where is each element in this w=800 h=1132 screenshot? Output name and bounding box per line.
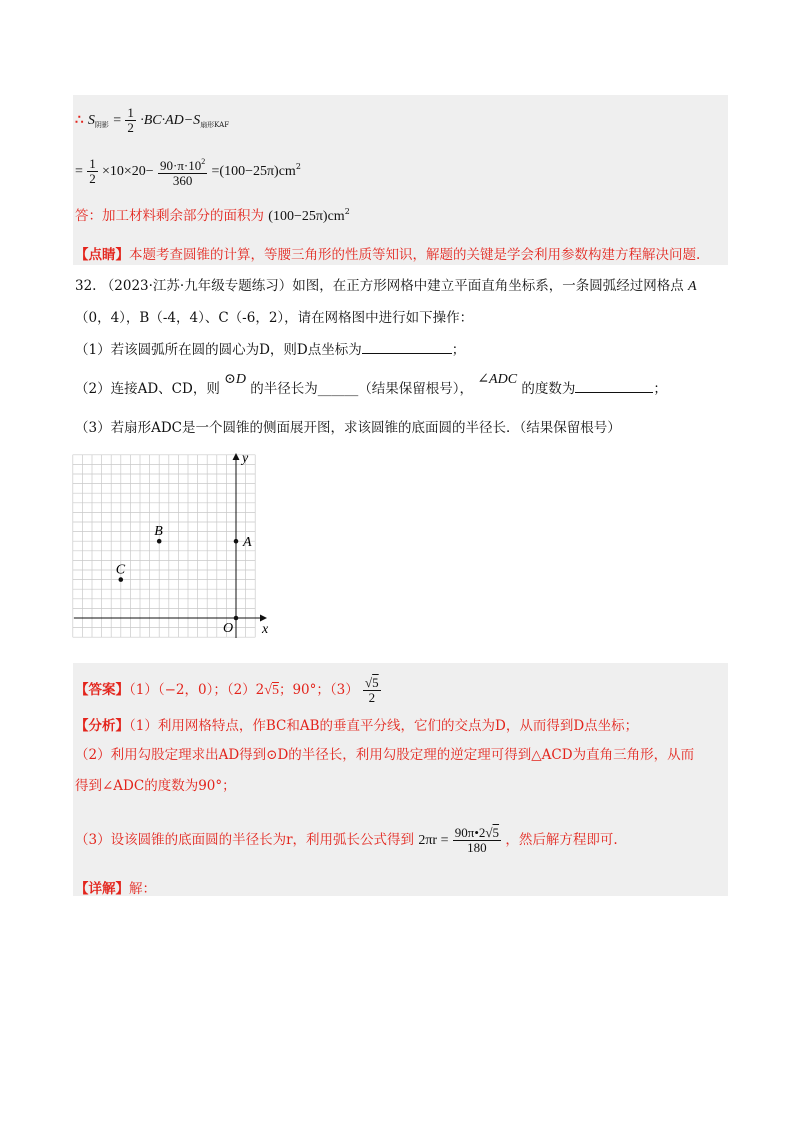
problem-line-1: 32. （2023·江苏·九年级专题练习）如图，在正方形网格中建立平面直角坐标系，一条圆弧经过网格点 A (75, 278, 697, 294)
analysis-line-4: （3）设该圆锥的底面圆的半径长为r，利用弧长公式得到 2πr = $\frac{90\pi•2√5}{180}$ ，然后解方程即可. (75, 825, 618, 855)
analysis-line-2: （2）利用勾股定理求出AD得到⊙D的半径长，利用勾股定理的逆定理可得到△ACD为直角三角形，从而 (75, 747, 695, 763)
answer-blank-2[interactable] (575, 378, 653, 393)
x-axis-label: x (262, 622, 269, 637)
point-label-c: C (115, 562, 126, 578)
question-3: （3）若扇形ADC是一个圆锥的侧面展开图，求该圆锥的底面圆的半径长．（结果保留根号） (75, 420, 621, 436)
solution-line-2: = $\frac{1}{2}$ ×10×20− $\frac{90\cdot\pi\cdot 10^2}{360}$ $=(100-25\pi)cm^2$ (75, 156, 301, 188)
x-axis-arrow (260, 615, 267, 622)
point-a (234, 539, 239, 544)
grid-points (116, 524, 252, 620)
problem-number: 32. (75, 278, 97, 294)
answer-line: 【答案】（1）（−2，0）；（2）2√5；90°；（3） $\frac{√5}{2}$ (75, 675, 379, 705)
point-c (119, 577, 124, 582)
analysis-line-3: 得到∠ADC的度数为90°； (75, 778, 236, 794)
point-label-b: B (154, 524, 163, 540)
point-label-a: A (243, 535, 252, 551)
y-axis-label: y (242, 451, 249, 466)
origin-point (234, 616, 239, 621)
question-1: （1）若该圆弧所在圆的圆心为D，则D点坐标为 ； (75, 339, 465, 360)
solution-line-1: ∴ $S_{阴影}$ = $\frac{1}{2}$ $\cdot BC\cdot AD-S_{扇形KAF}$ (75, 105, 230, 135)
analysis-line-1: 【分析】（1）利用网格特点，作BC和AB的垂直平分线，它们的交点为D，从而得到D点坐标； (75, 718, 639, 734)
solution-answer-line: 答：加工材料剩余部分的面积为 $(100-25\pi)cm^2$ (75, 207, 350, 224)
origin-label: O (223, 621, 234, 636)
therefore-symbol: ∴ (75, 112, 84, 128)
detail-line: 【详解】解： (75, 881, 156, 897)
question-2: （2）连接AD、CD，则 ⊙D 的半径长为______（结果保留根号）， ∠ADC 的度数为 ； (75, 372, 667, 397)
point-b (157, 539, 162, 544)
comment-line: 【点睛】本题考查圆锥的计算，等腰三角形的性质等知识，解题的关键是学会利用参数构建方程解决问题. (75, 247, 701, 263)
coordinate-grid-figure (70, 448, 280, 648)
answer-blank-1[interactable] (362, 339, 452, 354)
y-axis-arrow (233, 453, 240, 460)
problem-line-2: （0，4），B（-4，4）、C（-6，2），请在网格图中进行如下操作： (75, 310, 474, 326)
grid-lines (73, 455, 255, 637)
